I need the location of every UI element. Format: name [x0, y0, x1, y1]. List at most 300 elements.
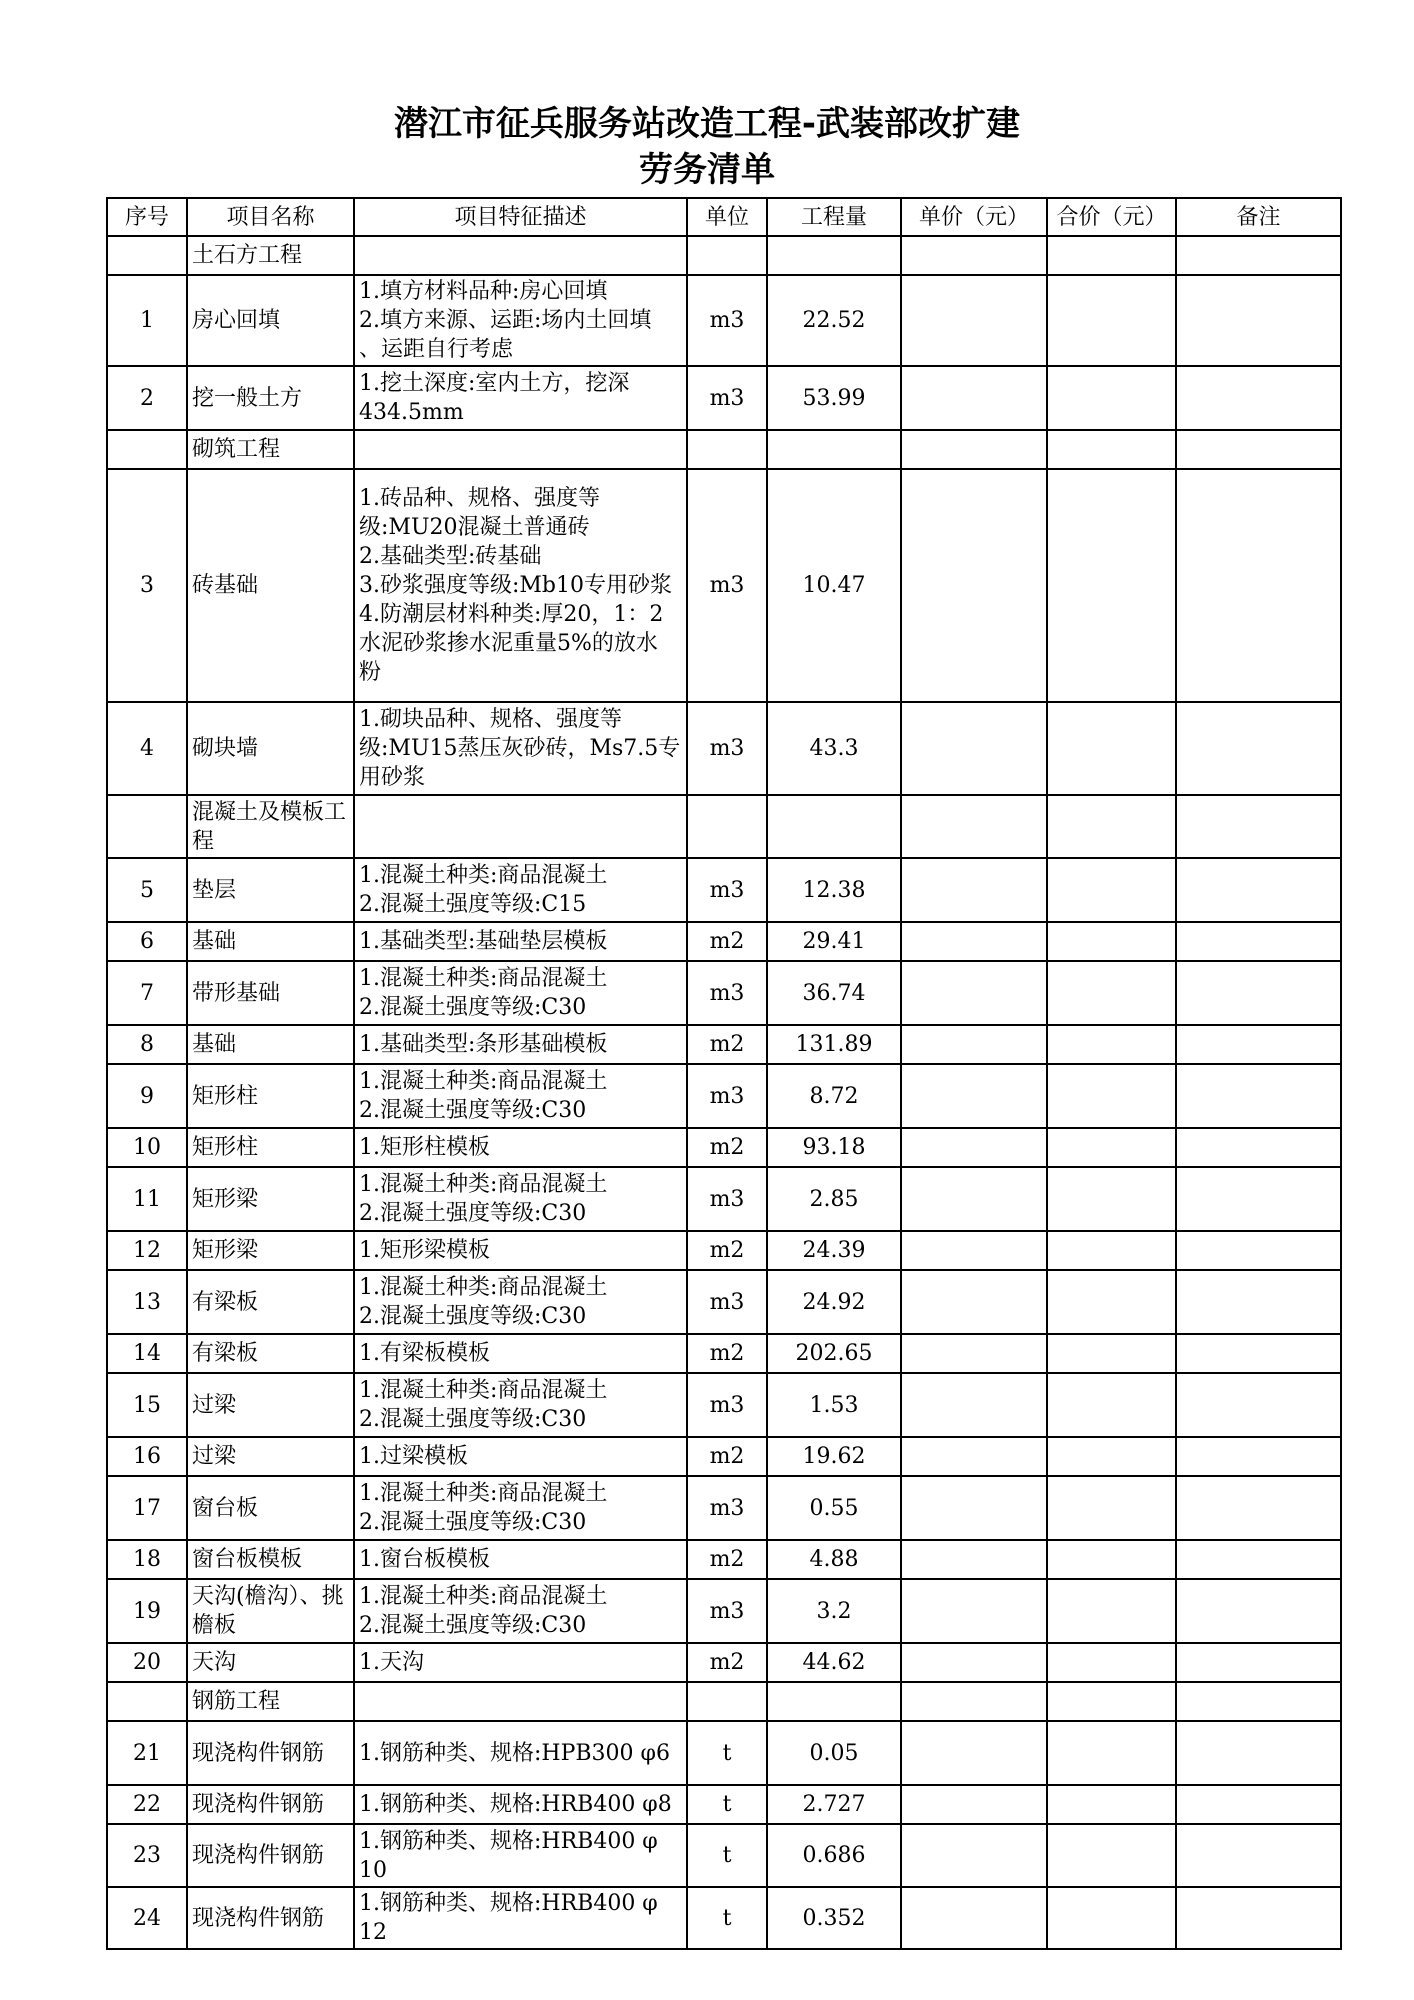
- cell-total-price: [1047, 1373, 1176, 1437]
- cell-remarks: [1176, 1643, 1341, 1682]
- cell-total-price: [1047, 702, 1176, 795]
- cell-unit-price: [901, 961, 1047, 1025]
- cell-unit-price: [901, 1334, 1047, 1373]
- cell-total-price: [1047, 922, 1176, 961]
- header-description: 项目特征描述: [354, 198, 687, 236]
- cell-total-price: [1047, 1064, 1176, 1128]
- cell-quantity: 24.92: [767, 1270, 901, 1334]
- cell-description: [354, 1887, 687, 1949]
- cell-remarks: [1176, 275, 1341, 366]
- description-line: 1.混凝土种类:商品混凝土: [359, 1481, 608, 1506]
- cell-unit: m2: [687, 922, 767, 961]
- cell-quantity: 4.88: [767, 1540, 901, 1579]
- cell-quantity: 0.686: [767, 1824, 901, 1887]
- cell-name: 挖一般土方: [187, 366, 354, 430]
- header-remarks: 备注: [1176, 198, 1341, 236]
- section-title: 土石方工程: [187, 236, 354, 275]
- cell-quantity: 22.52: [767, 275, 901, 366]
- cell-quantity: [767, 430, 901, 469]
- cell-remarks: [1176, 1540, 1341, 1579]
- section-title: 混凝土及模板工程: [187, 795, 354, 858]
- cell-description: [354, 961, 687, 1025]
- table-row: [107, 1334, 1341, 1373]
- cell-remarks: [1176, 1373, 1341, 1437]
- cell-no: [107, 795, 187, 858]
- cell-no: 5: [107, 858, 187, 922]
- cell-description: [354, 1643, 687, 1682]
- section-title: 砌筑工程: [187, 430, 354, 469]
- cell-total-price: [1047, 1887, 1176, 1949]
- cell-total-price: [1047, 1476, 1176, 1540]
- cell-quantity: 44.62: [767, 1643, 901, 1682]
- table-row: [107, 1540, 1341, 1579]
- description-line: 1.填方材料品种:房心回填: [359, 279, 608, 304]
- cell-unit: m3: [687, 858, 767, 922]
- description-line: 1.有梁板模板: [359, 1341, 490, 1366]
- cell-unit-price: [901, 1579, 1047, 1643]
- cell-total-price: [1047, 1128, 1176, 1167]
- cell-quantity: 29.41: [767, 922, 901, 961]
- cell-no: 22: [107, 1785, 187, 1824]
- cell-description: [354, 366, 687, 430]
- cell-unit-price: [901, 275, 1047, 366]
- description-line: 粉: [359, 660, 382, 685]
- cell-quantity: 43.3: [767, 702, 901, 795]
- table-row: [107, 1231, 1341, 1270]
- cell-name: 垫层: [187, 858, 354, 922]
- cell-unit: m3: [687, 469, 767, 702]
- cell-remarks: [1176, 1128, 1341, 1167]
- cell-remarks: [1176, 1682, 1341, 1721]
- description-line: 1.砌块品种、规格、强度等: [359, 707, 622, 732]
- cell-unit-price: [901, 1231, 1047, 1270]
- cell-total-price: [1047, 366, 1176, 430]
- cell-unit-price: [901, 1373, 1047, 1437]
- cell-name: 基础: [187, 922, 354, 961]
- cell-description: [354, 469, 687, 702]
- cell-quantity: 53.99: [767, 366, 901, 430]
- cell-remarks: [1176, 1579, 1341, 1643]
- cell-name: 现浇构件钢筋: [187, 1785, 354, 1824]
- cell-unit: m3: [687, 1476, 767, 1540]
- cell-unit-price: [901, 702, 1047, 795]
- cell-remarks: [1176, 702, 1341, 795]
- table-header-row: [107, 198, 1341, 236]
- cell-description: [354, 1373, 687, 1437]
- cell-name: 砖基础: [187, 469, 354, 702]
- cell-description: [354, 1785, 687, 1824]
- cell-no: 18: [107, 1540, 187, 1579]
- cell-quantity: 2.727: [767, 1785, 901, 1824]
- table-body: [107, 236, 1341, 1949]
- description-line: 1.混凝土种类:商品混凝土: [359, 1584, 608, 1609]
- cell-description: [354, 1025, 687, 1064]
- cell-total-price: [1047, 795, 1176, 858]
- cell-unit: [687, 236, 767, 275]
- cell-description: [354, 1437, 687, 1476]
- table-row: [107, 961, 1341, 1025]
- cell-no: 4: [107, 702, 187, 795]
- cell-description: [354, 236, 687, 275]
- cell-unit-price: [901, 1476, 1047, 1540]
- cell-description: [354, 1579, 687, 1643]
- cell-no: 17: [107, 1476, 187, 1540]
- cell-unit-price: [901, 922, 1047, 961]
- cell-description: [354, 795, 687, 858]
- cell-unit: m3: [687, 1373, 767, 1437]
- cell-total-price: [1047, 1231, 1176, 1270]
- table-row: [107, 702, 1341, 795]
- cell-no: 20: [107, 1643, 187, 1682]
- cell-no: 11: [107, 1167, 187, 1231]
- cell-quantity: 36.74: [767, 961, 901, 1025]
- cell-name: 有梁板: [187, 1334, 354, 1373]
- description-line: 1.挖土深度:室内土方，挖深: [359, 371, 630, 396]
- description-line: 2.混凝土强度等级:C30: [359, 1407, 587, 1432]
- cell-quantity: 12.38: [767, 858, 901, 922]
- cell-total-price: [1047, 236, 1176, 275]
- cell-name: 带形基础: [187, 961, 354, 1025]
- cell-description: [354, 1167, 687, 1231]
- description-line: 1.混凝土种类:商品混凝土: [359, 1378, 608, 1403]
- cell-unit-price: [901, 366, 1047, 430]
- description-line: 级:MU15蒸压灰砂砖，Ms7.5专: [359, 736, 681, 761]
- cell-description: [354, 1334, 687, 1373]
- cell-unit: [687, 430, 767, 469]
- cell-remarks: [1176, 1025, 1341, 1064]
- cell-unit: m2: [687, 1231, 767, 1270]
- table-row: [107, 1373, 1341, 1437]
- cell-unit-price: [901, 469, 1047, 702]
- cell-no: [107, 1682, 187, 1721]
- cell-unit-price: [901, 1682, 1047, 1721]
- section-row: [107, 430, 1341, 469]
- cell-unit-price: [901, 1721, 1047, 1785]
- cell-remarks: [1176, 1270, 1341, 1334]
- header-quantity: 工程量: [767, 198, 901, 236]
- cell-name: 矩形梁: [187, 1167, 354, 1231]
- table-row: [107, 1785, 1341, 1824]
- table-row: [107, 1270, 1341, 1334]
- description-line: 2.混凝土强度等级:C30: [359, 1201, 587, 1226]
- cell-name: 过梁: [187, 1437, 354, 1476]
- cell-quantity: 0.05: [767, 1721, 901, 1785]
- cell-no: 23: [107, 1824, 187, 1887]
- cell-unit: m2: [687, 1128, 767, 1167]
- description-line: 2.混凝土强度等级:C30: [359, 1304, 587, 1329]
- description-line: 1.过梁模板: [359, 1444, 468, 1469]
- description-line: 12: [359, 1920, 387, 1945]
- cell-total-price: [1047, 1437, 1176, 1476]
- cell-no: 19: [107, 1579, 187, 1643]
- section-title: 钢筋工程: [187, 1682, 354, 1721]
- cell-unit: t: [687, 1824, 767, 1887]
- cell-total-price: [1047, 1721, 1176, 1785]
- cell-no: 13: [107, 1270, 187, 1334]
- cell-quantity: [767, 795, 901, 858]
- cell-quantity: 131.89: [767, 1025, 901, 1064]
- description-line: 1.钢筋种类、规格:HPB300 φ6: [359, 1740, 670, 1766]
- cell-description: [354, 1540, 687, 1579]
- document-title: 潜江市征兵服务站改造工程-武装部改扩建: [393, 104, 1021, 144]
- description-line: 、运距自行考虑: [359, 337, 514, 362]
- cell-name: 砌块墙: [187, 702, 354, 795]
- cell-name: 过梁: [187, 1373, 354, 1437]
- cell-unit: m3: [687, 366, 767, 430]
- cell-remarks: [1176, 795, 1341, 858]
- cell-description: [354, 1270, 687, 1334]
- cell-name: 天沟(檐沟）、挑檐板: [187, 1579, 354, 1643]
- header-no: 序号: [107, 198, 187, 236]
- description-line: 级:MU20混凝土普通砖: [359, 515, 590, 540]
- description-line: 2.混凝土强度等级:C30: [359, 1098, 587, 1123]
- cell-unit: m3: [687, 702, 767, 795]
- cell-quantity: 1.53: [767, 1373, 901, 1437]
- cell-unit: t: [687, 1785, 767, 1824]
- cell-total-price: [1047, 430, 1176, 469]
- cell-remarks: [1176, 1887, 1341, 1949]
- cell-total-price: [1047, 1785, 1176, 1824]
- table-row: [107, 1824, 1341, 1887]
- description-line: 434.5mm: [359, 400, 464, 425]
- cell-unit: m2: [687, 1643, 767, 1682]
- cell-total-price: [1047, 961, 1176, 1025]
- document-subtitle: 劳务清单: [639, 150, 775, 190]
- cell-remarks: [1176, 1824, 1341, 1887]
- cell-total-price: [1047, 1643, 1176, 1682]
- cell-no: 12: [107, 1231, 187, 1270]
- description-line: 1.天沟: [359, 1650, 424, 1675]
- table-row: [107, 1025, 1341, 1064]
- cell-unit: m3: [687, 1270, 767, 1334]
- cell-quantity: 19.62: [767, 1437, 901, 1476]
- cell-quantity: 24.39: [767, 1231, 901, 1270]
- cell-no: [107, 430, 187, 469]
- cell-remarks: [1176, 1334, 1341, 1373]
- cell-description: [354, 275, 687, 366]
- cell-description: [354, 702, 687, 795]
- description-line: 2.混凝土强度等级:C30: [359, 995, 587, 1020]
- cell-unit: m3: [687, 1579, 767, 1643]
- cell-unit: m2: [687, 1025, 767, 1064]
- cell-unit: m2: [687, 1334, 767, 1373]
- cell-remarks: [1176, 1721, 1341, 1785]
- cell-quantity: 0.352: [767, 1887, 901, 1949]
- cell-quantity: [767, 1682, 901, 1721]
- table-row: [107, 1437, 1341, 1476]
- cell-quantity: 93.18: [767, 1128, 901, 1167]
- description-line: 1.矩形柱模板: [359, 1135, 490, 1160]
- table-row: [107, 275, 1341, 366]
- cell-quantity: 8.72: [767, 1064, 901, 1128]
- cell-total-price: [1047, 1334, 1176, 1373]
- cell-name: 窗台板: [187, 1476, 354, 1540]
- cell-name: 现浇构件钢筋: [187, 1887, 354, 1949]
- cell-quantity: 202.65: [767, 1334, 901, 1373]
- description-line: 1.混凝土种类:商品混凝土: [359, 863, 608, 888]
- description-line: 2.混凝土强度等级:C15: [359, 892, 587, 917]
- cell-unit: t: [687, 1887, 767, 1949]
- cell-description: [354, 1231, 687, 1270]
- cell-unit-price: [901, 1887, 1047, 1949]
- cell-unit-price: [901, 1025, 1047, 1064]
- cell-name: 天沟: [187, 1643, 354, 1682]
- cell-no: 21: [107, 1721, 187, 1785]
- cell-name: 现浇构件钢筋: [187, 1721, 354, 1785]
- description-line: 1.矩形梁模板: [359, 1238, 490, 1263]
- table-row: [107, 1064, 1341, 1128]
- cell-name: 有梁板: [187, 1270, 354, 1334]
- cell-unit: m3: [687, 961, 767, 1025]
- cell-total-price: [1047, 1682, 1176, 1721]
- cell-remarks: [1176, 858, 1341, 922]
- description-line: 1.混凝土种类:商品混凝土: [359, 1069, 608, 1094]
- cell-remarks: [1176, 1476, 1341, 1540]
- cell-remarks: [1176, 922, 1341, 961]
- description-line: 3.砂浆强度等级:Mb10专用砂浆: [359, 573, 673, 598]
- table-row: [107, 922, 1341, 961]
- description-line: 1.砖品种、规格、强度等: [359, 486, 600, 511]
- cell-description: [354, 1064, 687, 1128]
- cell-no: 10: [107, 1128, 187, 1167]
- cell-description: [354, 1721, 687, 1785]
- cell-unit-price: [901, 1128, 1047, 1167]
- cell-remarks: [1176, 1167, 1341, 1231]
- cell-unit: m3: [687, 1064, 767, 1128]
- cell-remarks: [1176, 469, 1341, 702]
- description-line: 1.窗台板模板: [359, 1547, 490, 1572]
- cell-no: [107, 236, 187, 275]
- table-row: [107, 1579, 1341, 1643]
- cell-total-price: [1047, 1579, 1176, 1643]
- table-row: [107, 469, 1341, 702]
- cell-no: 1: [107, 275, 187, 366]
- cell-unit: m2: [687, 1540, 767, 1579]
- cell-description: [354, 1476, 687, 1540]
- cell-remarks: [1176, 1064, 1341, 1128]
- cell-unit-price: [901, 1167, 1047, 1231]
- cell-description: [354, 1128, 687, 1167]
- cell-unit-price: [901, 430, 1047, 469]
- description-line: 1.基础类型:基础垫层模板: [359, 929, 608, 954]
- cell-quantity: 3.2: [767, 1579, 901, 1643]
- cell-total-price: [1047, 858, 1176, 922]
- description-line: 用砂浆: [359, 765, 426, 790]
- description-line: 1.钢筋种类、规格:HRB400 φ: [359, 1828, 658, 1854]
- cell-no: 6: [107, 922, 187, 961]
- description-line: 2.混凝土强度等级:C30: [359, 1613, 587, 1638]
- description-line: 1.钢筋种类、规格:HRB400 φ8: [359, 1792, 672, 1817]
- cell-description: [354, 1824, 687, 1887]
- cell-unit: m2: [687, 1437, 767, 1476]
- cell-unit: [687, 1682, 767, 1721]
- section-row: [107, 795, 1341, 858]
- cell-name: 现浇构件钢筋: [187, 1824, 354, 1887]
- cell-quantity: 2.85: [767, 1167, 901, 1231]
- description-line: 10: [359, 1857, 387, 1883]
- cell-unit-price: [901, 1270, 1047, 1334]
- cell-description: [354, 858, 687, 922]
- header-unit-price: 单价（元）: [901, 198, 1047, 236]
- cell-total-price: [1047, 1540, 1176, 1579]
- cell-name: 矩形梁: [187, 1231, 354, 1270]
- cell-unit: m3: [687, 275, 767, 366]
- cell-no: 16: [107, 1437, 187, 1476]
- table-row: [107, 858, 1341, 922]
- cell-unit-price: [901, 1437, 1047, 1476]
- cell-unit-price: [901, 1064, 1047, 1128]
- cell-no: 24: [107, 1887, 187, 1949]
- cell-total-price: [1047, 1167, 1176, 1231]
- cell-unit-price: [901, 1540, 1047, 1579]
- cell-no: 7: [107, 961, 187, 1025]
- table-row: [107, 1643, 1341, 1682]
- cell-remarks: [1176, 1785, 1341, 1824]
- cell-total-price: [1047, 1824, 1176, 1887]
- cell-unit: [687, 795, 767, 858]
- header-total-price: 合价（元）: [1047, 198, 1176, 236]
- cell-remarks: [1176, 1437, 1341, 1476]
- cell-unit-price: [901, 1785, 1047, 1824]
- cell-unit-price: [901, 1643, 1047, 1682]
- description-line: 2.基础类型:砖基础: [359, 544, 542, 569]
- table-row: [107, 1128, 1341, 1167]
- table-row: [107, 1887, 1341, 1949]
- cell-no: 2: [107, 366, 187, 430]
- description-line: 水泥砂浆掺水泥重量5%的放水: [359, 631, 658, 656]
- table-row: [107, 1167, 1341, 1231]
- header-unit: 单位: [687, 198, 767, 236]
- cell-remarks: [1176, 1231, 1341, 1270]
- cell-no: 15: [107, 1373, 187, 1437]
- cell-quantity: [767, 236, 901, 275]
- cell-remarks: [1176, 236, 1341, 275]
- cell-unit: m3: [687, 1167, 767, 1231]
- table-row: [107, 1721, 1341, 1785]
- cell-remarks: [1176, 961, 1341, 1025]
- cell-unit: t: [687, 1721, 767, 1785]
- cell-no: 3: [107, 469, 187, 702]
- section-row: [107, 1682, 1341, 1721]
- header-name: 项目名称: [187, 198, 354, 236]
- description-line: 1.混凝土种类:商品混凝土: [359, 966, 608, 991]
- cell-total-price: [1047, 275, 1176, 366]
- cell-remarks: [1176, 430, 1341, 469]
- cell-unit-price: [901, 1824, 1047, 1887]
- description-line: 1.混凝土种类:商品混凝土: [359, 1172, 608, 1197]
- cell-name: 基础: [187, 1025, 354, 1064]
- cell-name: 房心回填: [187, 275, 354, 366]
- cell-description: [354, 1682, 687, 1721]
- cell-name: 窗台板模板: [187, 1540, 354, 1579]
- cell-no: 14: [107, 1334, 187, 1373]
- cell-total-price: [1047, 469, 1176, 702]
- description-line: 4.防潮层材料种类:厚20，1：2: [359, 602, 664, 627]
- cell-unit-price: [901, 795, 1047, 858]
- section-row: [107, 236, 1341, 275]
- description-line: 1.基础类型:条形基础模板: [359, 1032, 608, 1057]
- cell-remarks: [1176, 366, 1341, 430]
- description-line: 1.混凝土种类:商品混凝土: [359, 1275, 608, 1300]
- cell-description: [354, 922, 687, 961]
- table-row: [107, 366, 1341, 430]
- cell-unit-price: [901, 858, 1047, 922]
- description-line: 2.填方来源、运距:场内土回填: [359, 308, 652, 333]
- cell-name: 矩形柱: [187, 1064, 354, 1128]
- cell-total-price: [1047, 1270, 1176, 1334]
- cell-quantity: 0.55: [767, 1476, 901, 1540]
- bill-of-quantities-table: [106, 197, 1342, 1950]
